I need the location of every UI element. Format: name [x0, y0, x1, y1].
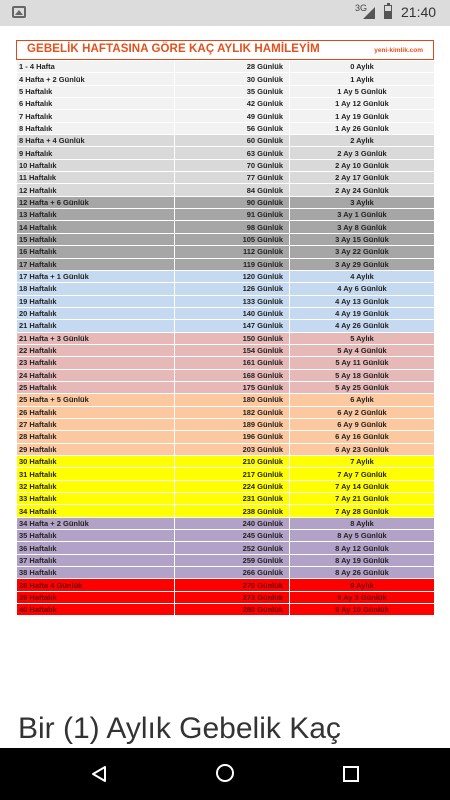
table-row [17, 172, 435, 184]
months-cell: 3 Ay 1 Günlük [290, 209, 435, 221]
days-cell: 91 Günlük [175, 209, 290, 221]
week-cell: 40 Haftalık [17, 604, 175, 616]
week-cell: 6 Haftalık [17, 98, 175, 110]
months-cell: 1 Ay 26 Günlük [290, 122, 435, 134]
months-cell: 8 Ay 19 Günlük [290, 554, 435, 566]
days-cell: 270 Günlük [175, 579, 290, 591]
week-cell: 7 Haftalık [17, 110, 175, 122]
table-row [17, 320, 435, 332]
table-row [17, 332, 435, 344]
days-cell: 252 Günlük [175, 542, 290, 554]
table-title: GEBELİK HAFTASINA GÖRE KAÇ AYLIK HAMİLEYİM [27, 43, 320, 55]
months-cell: 5 Ay 4 Günlük [290, 344, 435, 356]
days-cell: 154 Günlük [175, 344, 290, 356]
table-row [17, 418, 435, 430]
days-cell: 150 Günlük [175, 332, 290, 344]
table-row [17, 591, 435, 603]
months-cell: 8 Aylık [290, 517, 435, 529]
days-cell: 98 Günlük [175, 221, 290, 233]
network-type: 3G [355, 3, 368, 13]
days-cell: 180 Günlük [175, 394, 290, 406]
months-cell: 4 Ay 26 Günlük [290, 320, 435, 332]
table-row [17, 147, 435, 159]
months-cell: 5 Ay 18 Günlük [290, 369, 435, 381]
signal-icon [363, 7, 375, 19]
week-cell: 14 Haftalık [17, 221, 175, 233]
table-row [17, 357, 435, 369]
week-cell: 22 Haftalık [17, 344, 175, 356]
months-cell: 7 Aylık [290, 456, 435, 468]
days-cell: 168 Günlük [175, 369, 290, 381]
months-cell: 4 Ay 6 Günlük [290, 283, 435, 295]
table-row [17, 122, 435, 134]
table-row [17, 61, 435, 73]
days-cell: 210 Günlük [175, 456, 290, 468]
week-cell: 32 Haftalık [17, 480, 175, 492]
days-cell: 35 Günlük [175, 85, 290, 97]
months-cell: 3 Ay 29 Günlük [290, 258, 435, 270]
week-cell: 34 Haftalık [17, 505, 175, 517]
days-cell: 259 Günlük [175, 554, 290, 566]
back-icon[interactable] [90, 765, 108, 783]
table-row [17, 567, 435, 579]
days-cell: 126 Günlük [175, 283, 290, 295]
status-bar [0, 0, 450, 26]
months-cell: 4 Ay 19 Günlük [290, 307, 435, 319]
table-row [17, 517, 435, 529]
week-cell: 17 Haftalık [17, 258, 175, 270]
months-cell: 3 Ay 22 Günlük [290, 246, 435, 258]
months-cell: 6 Ay 16 Günlük [290, 431, 435, 443]
months-cell: 2 Ay 10 Günlük [290, 159, 435, 171]
pregnancy-week-table [16, 60, 435, 616]
table-row [17, 209, 435, 221]
days-cell: 161 Günlük [175, 357, 290, 369]
week-cell: 37 Haftalık [17, 554, 175, 566]
days-cell: 90 Günlük [175, 196, 290, 208]
table-row [17, 221, 435, 233]
days-cell: 196 Günlük [175, 431, 290, 443]
table-row [17, 431, 435, 443]
days-cell: 30 Günlük [175, 73, 290, 85]
days-cell: 105 Günlük [175, 233, 290, 245]
months-cell: 7 Ay 28 Günlük [290, 505, 435, 517]
week-cell: 12 Haftalık [17, 184, 175, 196]
week-cell: 34 Hafta + 2 Günlük [17, 517, 175, 529]
table-row [17, 110, 435, 122]
days-cell: 28 Günlük [175, 61, 290, 73]
table-row [17, 258, 435, 270]
months-cell: 3 Aylık [290, 196, 435, 208]
months-cell: 9 Ay 3 Günlük [290, 591, 435, 603]
months-cell: 2 Ay 24 Günlük [290, 184, 435, 196]
week-cell: 27 Haftalık [17, 418, 175, 430]
table-row [17, 98, 435, 110]
table-row [17, 406, 435, 418]
table-row [17, 295, 435, 307]
week-cell: 36 Haftalık [17, 542, 175, 554]
months-cell: 1 Ay 19 Günlük [290, 110, 435, 122]
table-row [17, 542, 435, 554]
navigation-bar [0, 748, 450, 800]
days-cell: 63 Günlük [175, 147, 290, 159]
table-row [17, 443, 435, 455]
months-cell: 8 Ay 12 Günlük [290, 542, 435, 554]
week-cell: 21 Haftalık [17, 320, 175, 332]
table-row [17, 468, 435, 480]
week-cell: 30 Haftalık [17, 456, 175, 468]
table-row [17, 456, 435, 468]
days-cell: 147 Günlük [175, 320, 290, 332]
months-cell: 9 Aylık [290, 579, 435, 591]
week-cell: 4 Hafta + 2 Günlük [17, 73, 175, 85]
months-cell: 7 Ay 7 Günlük [290, 468, 435, 480]
table-row [17, 85, 435, 97]
months-cell: 5 Ay 11 Günlük [290, 357, 435, 369]
days-cell: 266 Günlük [175, 567, 290, 579]
months-cell: 2 Ay 17 Günlük [290, 172, 435, 184]
article-heading: Bir (1) Aylık Gebelik Kaç [18, 712, 341, 745]
days-cell: 280 Günlük [175, 604, 290, 616]
table-row [17, 554, 435, 566]
days-cell: 120 Günlük [175, 270, 290, 282]
week-cell: 1 - 4 Hafta [17, 61, 175, 73]
days-cell: 189 Günlük [175, 418, 290, 430]
months-cell: 6 Ay 9 Günlük [290, 418, 435, 430]
days-cell: 60 Günlük [175, 135, 290, 147]
days-cell: 119 Günlük [175, 258, 290, 270]
week-cell: 29 Haftalık [17, 443, 175, 455]
months-cell: 2 Ay 3 Günlük [290, 147, 435, 159]
table-row [17, 394, 435, 406]
days-cell: 56 Günlük [175, 122, 290, 134]
table-row [17, 246, 435, 258]
week-cell: 25 Hafta + 5 Günlük [17, 394, 175, 406]
days-cell: 140 Günlük [175, 307, 290, 319]
battery-icon [384, 5, 392, 19]
source-site: yeni-kimlik.com [374, 47, 423, 54]
months-cell: 7 Ay 21 Günlük [290, 493, 435, 505]
months-cell: 6 Ay 2 Günlük [290, 406, 435, 418]
week-cell: 10 Haftalık [17, 159, 175, 171]
week-cell: 9 Haftalık [17, 147, 175, 159]
months-cell: 1 Ay 12 Günlük [290, 98, 435, 110]
pregnancy-table-image[interactable] [16, 40, 434, 616]
table-row [17, 480, 435, 492]
week-cell: 21 Hafta + 3 Günlük [17, 332, 175, 344]
week-cell: 38 Hafta 4 Günlük [17, 579, 175, 591]
days-cell: 182 Günlük [175, 406, 290, 418]
days-cell: 245 Günlük [175, 530, 290, 542]
months-cell: 3 Ay 15 Günlük [290, 233, 435, 245]
week-cell: 11 Haftalık [17, 172, 175, 184]
table-row [17, 344, 435, 356]
week-cell: 31 Haftalık [17, 468, 175, 480]
image-notification-icon [12, 6, 26, 18]
week-cell: 18 Haftalık [17, 283, 175, 295]
days-cell: 49 Günlük [175, 110, 290, 122]
days-cell: 175 Günlük [175, 381, 290, 393]
days-cell: 240 Günlük [175, 517, 290, 529]
week-cell: 33 Haftalık [17, 493, 175, 505]
months-cell: 6 Ay 23 Günlük [290, 443, 435, 455]
table-row [17, 196, 435, 208]
months-cell: 9 Ay 10 Günlük [290, 604, 435, 616]
week-cell: 5 Haftalık [17, 85, 175, 97]
months-cell: 2 Aylık [290, 135, 435, 147]
week-cell: 25 Haftalık [17, 381, 175, 393]
week-cell: 8 Hafta + 4 Günlük [17, 135, 175, 147]
week-cell: 20 Haftalık [17, 307, 175, 319]
table-title-bar [16, 40, 434, 60]
days-cell: 77 Günlük [175, 172, 290, 184]
week-cell: 38 Haftalık [17, 567, 175, 579]
months-cell: 0 Aylık [290, 61, 435, 73]
days-cell: 203 Günlük [175, 443, 290, 455]
days-cell: 70 Günlük [175, 159, 290, 171]
table-row [17, 381, 435, 393]
week-cell: 35 Haftalık [17, 530, 175, 542]
days-cell: 238 Günlük [175, 505, 290, 517]
table-row [17, 135, 435, 147]
months-cell: 3 Ay 8 Günlük [290, 221, 435, 233]
days-cell: 133 Günlük [175, 295, 290, 307]
week-cell: 26 Haftalık [17, 406, 175, 418]
week-cell: 12 Hafta + 6 Günlük [17, 196, 175, 208]
table-row [17, 493, 435, 505]
table-row [17, 233, 435, 245]
months-cell: 1 Ay 5 Günlük [290, 85, 435, 97]
table-row [17, 530, 435, 542]
months-cell: 5 Ay 25 Günlük [290, 381, 435, 393]
week-cell: 8 Haftalık [17, 122, 175, 134]
table-row [17, 505, 435, 517]
days-cell: 224 Günlük [175, 480, 290, 492]
table-row [17, 270, 435, 282]
table-row [17, 159, 435, 171]
home-icon[interactable] [215, 763, 235, 783]
months-cell: 6 Aylık [290, 394, 435, 406]
days-cell: 84 Günlük [175, 184, 290, 196]
week-cell: 23 Haftalık [17, 357, 175, 369]
months-cell: 4 Aylık [290, 270, 435, 282]
table-row [17, 604, 435, 616]
week-cell: 24 Haftalık [17, 369, 175, 381]
days-cell: 112 Günlük [175, 246, 290, 258]
week-cell: 28 Haftalık [17, 431, 175, 443]
table-row [17, 307, 435, 319]
week-cell: 15 Haftalık [17, 233, 175, 245]
table-row [17, 73, 435, 85]
days-cell: 273 Günlük [175, 591, 290, 603]
week-cell: 19 Haftalık [17, 295, 175, 307]
days-cell: 217 Günlük [175, 468, 290, 480]
week-cell: 17 Hafta + 1 Günlük [17, 270, 175, 282]
table-row [17, 283, 435, 295]
months-cell: 8 Ay 5 Günlük [290, 530, 435, 542]
table-row [17, 369, 435, 381]
months-cell: 4 Ay 13 Günlük [290, 295, 435, 307]
table-row [17, 579, 435, 591]
clock: 21:40 [401, 4, 437, 20]
table-row [17, 184, 435, 196]
months-cell: 1 Aylık [290, 73, 435, 85]
days-cell: 42 Günlük [175, 98, 290, 110]
recents-icon[interactable] [342, 765, 360, 783]
week-cell: 39 Haftalık [17, 591, 175, 603]
days-cell: 231 Günlük [175, 493, 290, 505]
months-cell: 5 Aylık [290, 332, 435, 344]
months-cell: 7 Ay 14 Günlük [290, 480, 435, 492]
week-cell: 13 Haftalık [17, 209, 175, 221]
months-cell: 8 Ay 26 Günlük [290, 567, 435, 579]
week-cell: 16 Haftalık [17, 246, 175, 258]
